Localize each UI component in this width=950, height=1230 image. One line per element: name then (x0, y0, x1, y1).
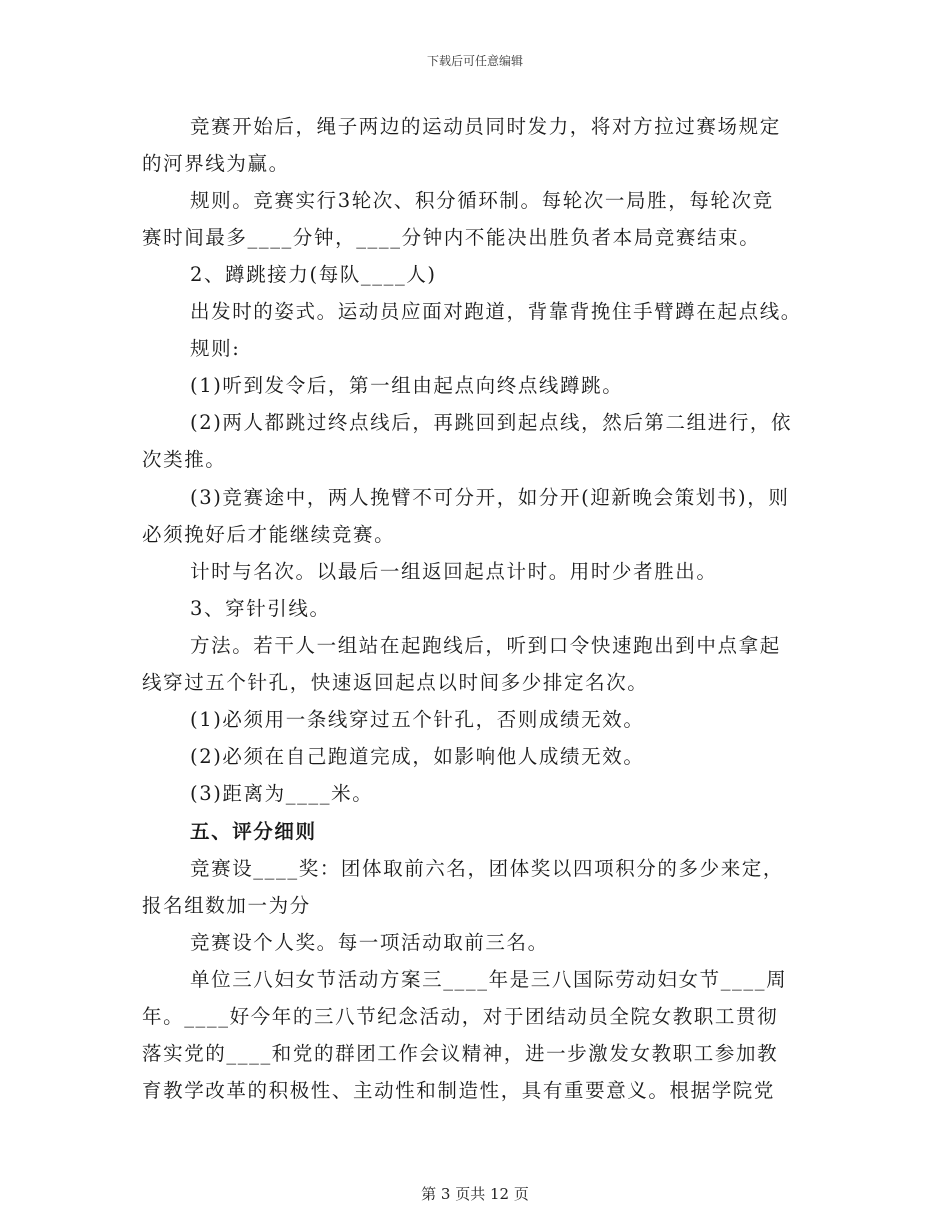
section-heading-threading: 3、穿针引线。 (190, 597, 331, 620)
paragraph-line: 计时与名次。以最后一组返回起点计时。用时少者胜出。 (190, 560, 718, 583)
section-heading-relay: 2、蹲跳接力(每队____人) (190, 263, 437, 286)
list-item: (3)距离为____米。 (190, 782, 374, 805)
paragraph-line: 竞赛设个人奖。每一项活动取前三名。 (190, 931, 549, 954)
paragraph-line: 出发时的姿式。运动员应面对跑道，背靠背挽住手臂蹲在起点线。 (190, 300, 802, 323)
paragraph-line: 次类推。 (142, 448, 227, 471)
paragraph-line: 必须挽好后才能继续竞赛。 (142, 523, 396, 546)
section-heading-scoring: 五、评分细则 (190, 820, 317, 843)
paragraph-line: 竞赛开始后，绳子两边的运动员同时发力，将对方拉过赛场规定 (190, 115, 781, 138)
paragraph-line: 规则。竞赛实行3轮次、积分循环制。每轮次一局胜，每轮次竞 (190, 189, 774, 212)
paragraph-line: 赛时间最多____分钟，____分钟内不能决出胜负者本局竞赛结束。 (142, 226, 761, 249)
paragraph-line: 单位三八妇女节活动方案三____年是三八国际劳动妇女节____周 (190, 968, 788, 991)
paragraph-line: 的河界线为赢。 (142, 152, 290, 175)
page-number-footer: 第 3 页共 12 页 (421, 1185, 529, 1203)
list-item: (3)竞赛途中，两人挽臂不可分开，如分开(迎新晚会策划书)，则 (190, 486, 790, 509)
paragraph-line: 方法。若干人一组站在起跑线后，听到口令快速跑出到中点拿起 (190, 634, 781, 657)
paragraph-line: 年。____好今年的三八节纪念活动，对于团结动员全院女教职工贯彻 (142, 1005, 779, 1028)
paragraph-line: 落实党的____和党的群团工作会议精神，进一步激发女教职工参加教 (142, 1042, 779, 1065)
list-item: (2)两人都跳过终点线后，再跳回到起点线，然后第二组进行，依 (190, 411, 793, 434)
list-item: (2)必须在自己跑道完成，如影响他人成绩无效。 (190, 745, 645, 768)
paragraph-line: 规则: (190, 337, 241, 360)
list-item: (1)必须用一条线穿过五个针孔，否则成绩无效。 (190, 708, 645, 731)
paragraph-line: 报名组数加一为分 (142, 894, 311, 917)
paragraph-line: 育教学改革的积极性、主动性和制造性，具有重要意义。根据学院党 (142, 1079, 776, 1102)
list-item: (1)听到发令后，第一组由起点向终点线蹲跳。 (190, 374, 624, 397)
page-header: 下载后可任意编辑 (426, 54, 523, 68)
paragraph-line: 竞赛设____奖：团体取前六名，团体奖以四项积分的多少来定， (190, 857, 785, 880)
paragraph-line: 线穿过五个针孔，快速返回起点以时间多少排定名次。 (142, 671, 649, 694)
